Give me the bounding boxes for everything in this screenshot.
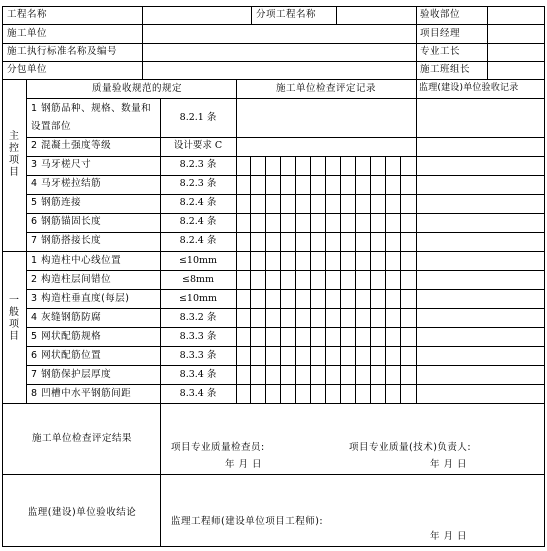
- grid-line: [325, 156, 326, 251]
- col-line: [487, 6, 488, 79]
- team-leader-label: 施工班组长: [420, 64, 471, 75]
- row-line: [26, 98, 544, 99]
- construction-unit-label: 施工单位: [7, 28, 48, 39]
- row-line: [2, 43, 544, 44]
- technical-lead-label: 项目专业质量(技术)负责人:: [349, 442, 472, 453]
- row-line: [26, 194, 544, 195]
- grid-line: [250, 156, 251, 251]
- col-line: [142, 24, 143, 43]
- border-top: [2, 6, 544, 7]
- row-line: [26, 156, 544, 157]
- general-item-ref: 8.3.4 条: [179, 388, 217, 399]
- grid-line: [310, 156, 311, 251]
- grid-line: [400, 251, 401, 403]
- general-item-ref: ≤10mm: [178, 255, 218, 266]
- row-line: [26, 308, 544, 309]
- general-item-ref: 8.3.4 条: [179, 369, 217, 380]
- general-item-ref: ≤10mm: [178, 293, 218, 304]
- general-item-name: 8 凹槽中水平钢筋间距: [31, 388, 132, 399]
- project-name-label: 工程名称: [7, 9, 48, 20]
- main-item-ref: 8.2.1 条: [179, 112, 217, 123]
- grid-line: [400, 156, 401, 251]
- general-item-name: 3 构造柱垂直度(每层): [31, 293, 130, 304]
- subcontractor-label: 分包单位: [7, 64, 48, 75]
- border-right: [544, 6, 545, 547]
- grid-line: [265, 251, 266, 403]
- general-item-name: 1 构造柱中心线位置: [31, 255, 122, 266]
- main-item-ref: 设计要求 C: [173, 140, 223, 151]
- row-line: [26, 384, 544, 385]
- check-record-column-header: 施工单位检查评定记录: [275, 83, 377, 94]
- main-item-name: 7 钢筋搭接长度: [31, 235, 102, 246]
- grid-line: [250, 251, 251, 403]
- spec-column-header: 质量验收规范的规定: [91, 83, 183, 94]
- general-item-ref: 8.3.3 条: [179, 331, 217, 342]
- row-line: [26, 270, 544, 271]
- grid-line: [385, 156, 386, 251]
- inspector-date: 年 月 日: [225, 459, 263, 470]
- col-line: [26, 79, 27, 403]
- acceptance-part-label: 验收部位: [420, 9, 461, 20]
- general-item-name: 5 网状配筋规格: [31, 331, 102, 342]
- main-item-name: 6 钢筋锚固长度: [31, 216, 102, 227]
- row-line: [26, 213, 544, 214]
- supervising-engineer-label: 监理工程师(建设单位项目工程师):: [171, 516, 324, 527]
- col-line: [416, 6, 417, 98]
- row-line: [2, 24, 544, 25]
- col-line: [142, 61, 143, 79]
- row-line: [2, 79, 544, 80]
- main-item-ref: 8.2.3 条: [179, 178, 217, 189]
- grid-line: [340, 156, 341, 251]
- grid-line: [295, 156, 296, 251]
- grid-line: [370, 156, 371, 251]
- main-item-ref: 8.2.4 条: [179, 216, 217, 227]
- row-line: [2, 403, 544, 404]
- row-line: [2, 474, 544, 475]
- general-item-ref: ≤8mm: [181, 274, 215, 285]
- grid-line: [355, 156, 356, 251]
- row-line: [26, 327, 544, 328]
- grid-line: [355, 251, 356, 403]
- professional-foreman-label: 专业工长: [420, 46, 461, 57]
- grid-line: [280, 251, 281, 403]
- row-line: [26, 365, 544, 366]
- border-bottom: [2, 546, 544, 547]
- main-item-name: 3 马牙槎尺寸: [31, 159, 92, 170]
- main-item-ref: 8.2.3 条: [179, 159, 217, 170]
- sub-project-label: 分项工程名称: [256, 9, 317, 20]
- general-section-title: 一 般 项 目: [9, 295, 19, 342]
- general-item-ref: 8.3.2 条: [179, 312, 217, 323]
- main-item-name: 2 混凝土强度等级: [31, 140, 112, 151]
- general-item-name: 2 构造柱层间错位: [31, 274, 112, 285]
- grid-line: [340, 251, 341, 403]
- main-item-ref: 8.2.4 条: [179, 235, 217, 246]
- col-line: [160, 403, 161, 546]
- main-item-name: 1 钢筋品种、规格、数量和: [31, 103, 152, 114]
- col-line: [416, 98, 417, 403]
- grid-line: [370, 251, 371, 403]
- border-left: [2, 6, 3, 547]
- row-line: [26, 346, 544, 347]
- main-item-name: 5 钢筋连接: [31, 197, 82, 208]
- project-manager-label: 项目经理: [420, 28, 461, 39]
- tech-lead-date: 年 月 日: [430, 459, 468, 470]
- col-line: [160, 98, 161, 403]
- grid-line: [310, 251, 311, 403]
- row-line: [2, 61, 544, 62]
- grid-line: [280, 156, 281, 251]
- construction-result-label: 施工单位检查评定结果: [31, 433, 133, 444]
- row-line: [26, 232, 544, 233]
- col-line: [251, 6, 252, 24]
- supervision-date: 年 月 日: [430, 531, 468, 542]
- general-item-name: 6 网状配筋位置: [31, 350, 102, 361]
- row-line: [26, 289, 544, 290]
- main-item-name: 4 马牙槎拉结筋: [31, 178, 102, 189]
- main-item-ref: 8.2.4 条: [179, 197, 217, 208]
- row-line: [2, 251, 544, 252]
- supervisor-record-column-header: 监理(建设)单位验收记录: [419, 83, 519, 93]
- grid-line: [295, 251, 296, 403]
- col-line: [142, 43, 143, 61]
- main-item-name-cont: 设置部位: [31, 121, 72, 132]
- supervision-conclusion-label: 监理(建设)单位验收结论: [27, 507, 137, 518]
- general-item-ref: 8.3.3 条: [179, 350, 217, 361]
- col-line: [142, 6, 143, 24]
- col-line: [336, 6, 337, 24]
- standard-label: 施工执行标准名称及编号: [7, 46, 118, 57]
- grid-line: [265, 156, 266, 251]
- row-line: [26, 175, 544, 176]
- quality-inspector-label: 项目专业质量检查员:: [171, 442, 265, 453]
- main-section-title: 主 控 项 目: [9, 131, 19, 178]
- general-item-name: 4 灰缝钢筋防腐: [31, 312, 102, 323]
- row-line: [26, 137, 544, 138]
- general-item-name: 7 钢筋保护层厚度: [31, 369, 112, 380]
- col-line: [236, 79, 237, 403]
- grid-line: [325, 251, 326, 403]
- grid-line: [385, 251, 386, 403]
